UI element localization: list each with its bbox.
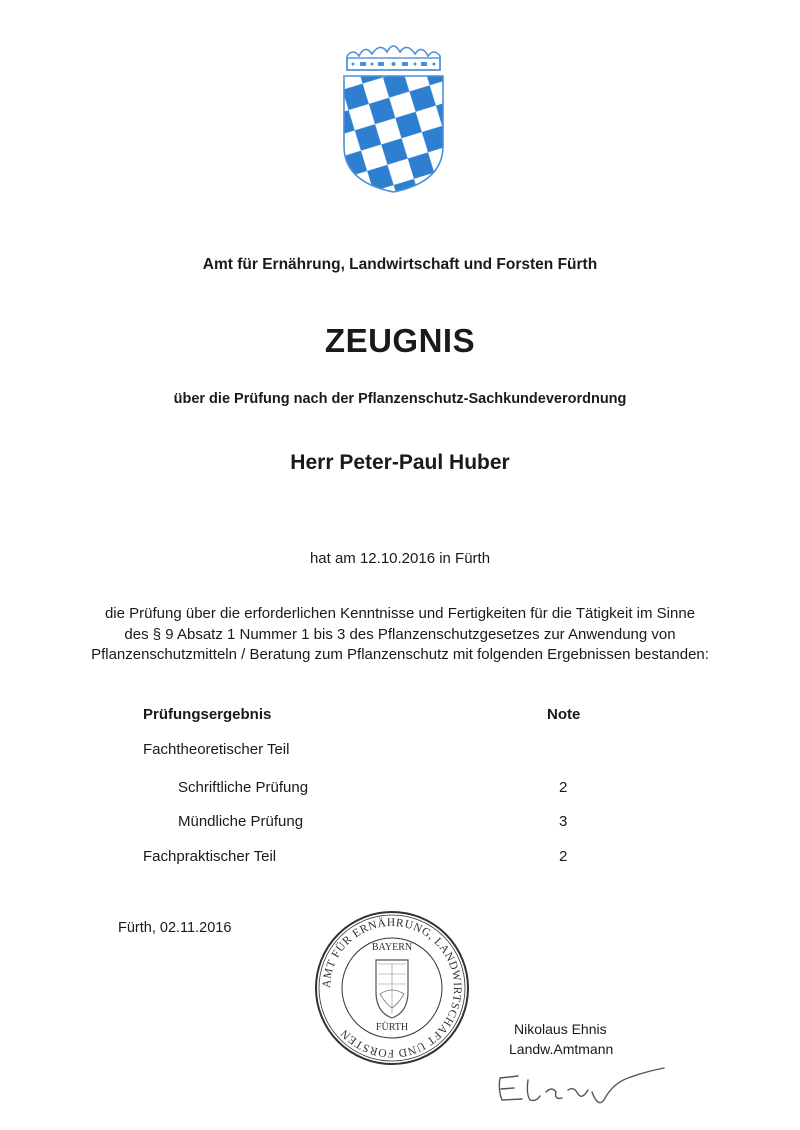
results-header-grade: Note: [547, 706, 581, 723]
result-row-label: Fachtheoretischer Teil: [143, 741, 290, 758]
document-subtitle: über die Prüfung nach der Pflanzenschutz-Sachkundeverordnung: [173, 391, 627, 407]
certificate-body: [0, 604, 800, 666]
official-seal-icon: [312, 908, 472, 1068]
signer-name: Nikolaus Ehnis: [514, 1021, 607, 1037]
result-row-label: Fachpraktischer Teil: [143, 848, 277, 865]
body-line: die Prüfung über die erforderlichen Kenntnisse und Fertigkeiten für die Tätigkeit im Sinne: [104, 605, 696, 622]
result-row-grade: 3: [559, 813, 568, 830]
signer-title: Landw.Amtmann: [509, 1041, 614, 1057]
result-row-label: Mündliche Prüfung: [178, 813, 304, 830]
recipient-name: Herr Peter-Paul Huber: [290, 451, 510, 474]
result-row-grade: 2: [559, 779, 568, 796]
place-and-date: Fürth, 02.11.2016: [118, 920, 232, 936]
seal-bottom-text: FÜRTH: [375, 1022, 409, 1033]
bavarian-coat-of-arms-icon: [337, 36, 450, 196]
results-header-label: Prüfungsergebnis: [143, 706, 272, 723]
seal-ring-text: AMT FÜR ERNÄHRUNG, LANDWIRTSCHAFT UND FORSTEN: [320, 916, 464, 1060]
exam-date-line: hat am 12.10.2016 in Fürth: [309, 550, 491, 567]
result-row-label: Schriftliche Prüfung: [178, 779, 309, 796]
issuing-authority: Amt für Ernährung, Landwirtschaft und Forsten Fürth: [202, 256, 598, 273]
body-line: des § 9 Absatz 1 Nummer 1 bis 3 des Pflanzenschutzgesetzes zur Anwendung von: [124, 625, 676, 643]
seal-top-text: BAYERN: [371, 942, 413, 953]
result-row-grade: 2: [559, 848, 568, 865]
handwritten-signature-icon: [488, 1060, 668, 1110]
document-title: ZEUGNIS: [324, 322, 476, 359]
body-line: Pflanzenschutzmitteln / Beratung zum Pflanzenschutz mit folgenden Ergebnissen bestanden:: [91, 646, 709, 663]
